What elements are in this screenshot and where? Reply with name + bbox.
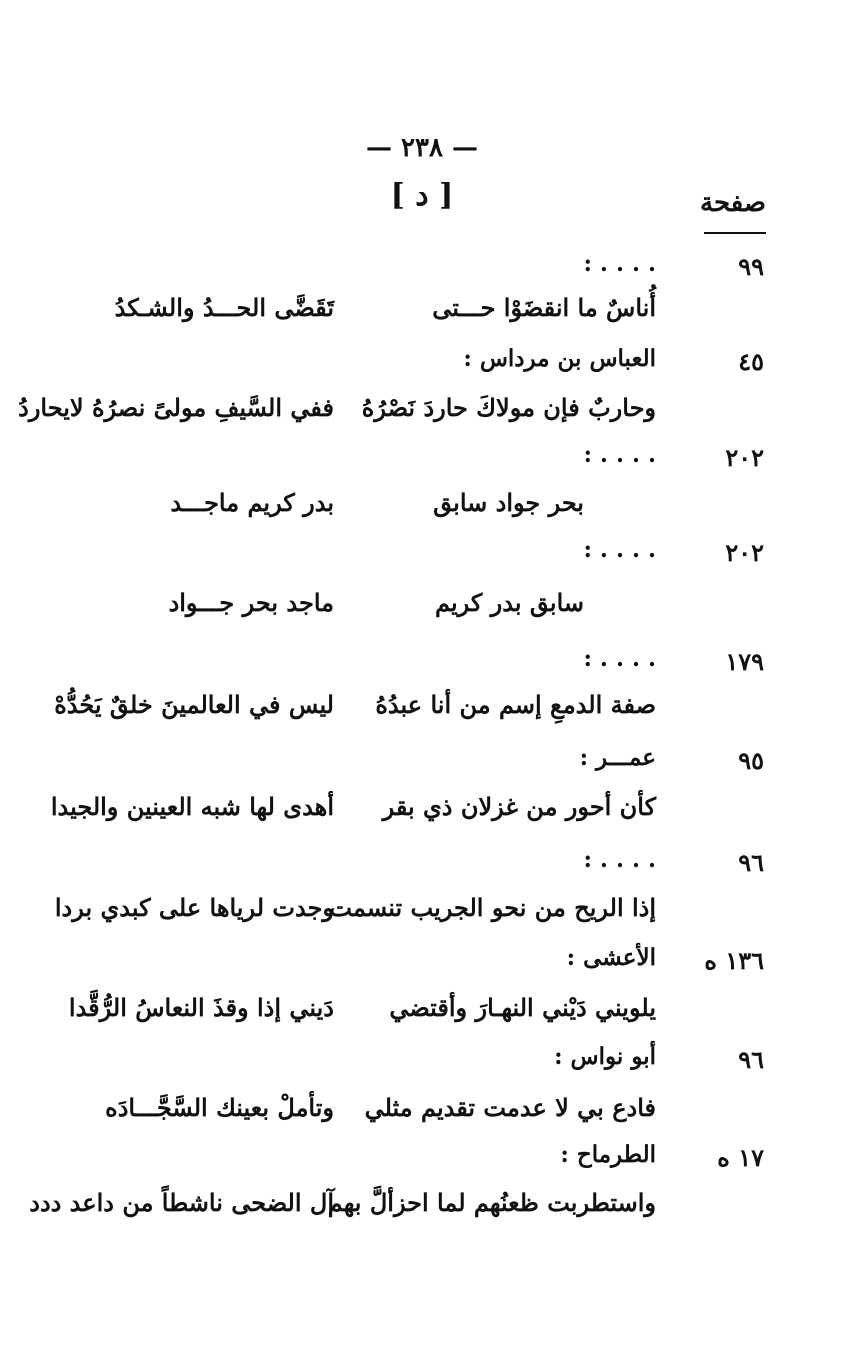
- poet-name: . . . . :: [583, 536, 656, 563]
- verse-second-hemistich: دَيني إذا وقذَ النعاسُ الرُّقَّدا: [68, 993, 334, 1022]
- page-ref: ٩٩: [738, 252, 764, 281]
- verse-first-hemistich: صفة الدمعِ إسم من أنا عبدُهُ: [375, 690, 656, 719]
- poet-name: عمـــر :: [579, 744, 656, 771]
- column-header: صفحة: [700, 188, 766, 218]
- verse-second-hemistich: أهدى لها شبه العينين والجيدا: [50, 792, 334, 821]
- page-ref: ٤٥: [738, 347, 764, 376]
- poet-name: الطرماح :: [560, 1141, 656, 1168]
- verse-second-hemistich: ليس في العالمينَ خلقٌ يَحُدُّهْ: [54, 690, 334, 719]
- verse-first-hemistich: يلويني دَيْني النهـارَ وأقتضي: [389, 993, 656, 1022]
- poet-name: أبو نواس :: [554, 1043, 656, 1070]
- page-ref: ١٧٩: [725, 647, 764, 676]
- poet-name: . . . . :: [583, 645, 656, 672]
- verse-second-hemistich: بدر كريم ماجـــد: [170, 488, 334, 517]
- verse-first-hemistich: واستطربت ظعنُهم لما احزألَّ بهم: [327, 1188, 656, 1217]
- verse-second-hemistich: ماجد بحر جـــواد: [168, 588, 334, 617]
- page-ref: ٢٠٢: [725, 443, 764, 472]
- page-ref: ٩٦: [738, 1045, 764, 1074]
- poet-name: . . . . :: [583, 250, 656, 277]
- verse-first-hemistich: أُناسٌ ما انقضَوْا حـــتى: [432, 293, 656, 322]
- verse-second-hemistich: تَقَضَّى الحـــدُ والشـكدُ: [114, 293, 334, 322]
- page-ref: ١٣٦ ه: [704, 946, 764, 975]
- section-letter: [ د ]: [390, 178, 454, 213]
- verse-first-hemistich: إذا الريح من نحو الجريب تنسمت: [329, 893, 656, 922]
- poet-name: الأعشى :: [566, 944, 656, 971]
- verse-first-hemistich: وحاربٌ فإن مولاكَ حاردَ نَصْرُهُ: [361, 393, 656, 422]
- poet-name: العباس بن مرداس :: [463, 345, 656, 372]
- verse-first-hemistich: فادع بي لا عدمت تقديم مثلي: [364, 1093, 656, 1122]
- page-ref: ١٧ ه: [717, 1143, 764, 1172]
- header-rule: [704, 232, 766, 234]
- verse-first-hemistich: كأن أحور من غزلان ذي بقر: [382, 792, 656, 821]
- verse-first-hemistich: بحر جواد سابق: [433, 488, 584, 517]
- verse-second-hemistich: وتأملْ بعينك السَّجَّـــادَه: [105, 1093, 334, 1122]
- page-ref: ٩٥: [738, 746, 764, 775]
- poet-name: . . . . :: [583, 441, 656, 468]
- page-number: — ٢٣٨ —: [365, 133, 479, 163]
- verse-second-hemistich: وجدت لرياها على كبدي بردا: [54, 893, 334, 922]
- poet-name: . . . . :: [583, 846, 656, 873]
- page-ref: ٩٦: [738, 848, 764, 877]
- verse-second-hemistich: ففي السَّيفِ مولىً نصرُهُ لايحاردُ: [18, 393, 334, 422]
- verse-first-hemistich: سابق بدر كريم: [434, 588, 584, 617]
- verse-second-hemistich: آل الضحى ناشطاً من داعد ددد: [29, 1188, 334, 1217]
- page-ref: ٢٠٢: [725, 538, 764, 567]
